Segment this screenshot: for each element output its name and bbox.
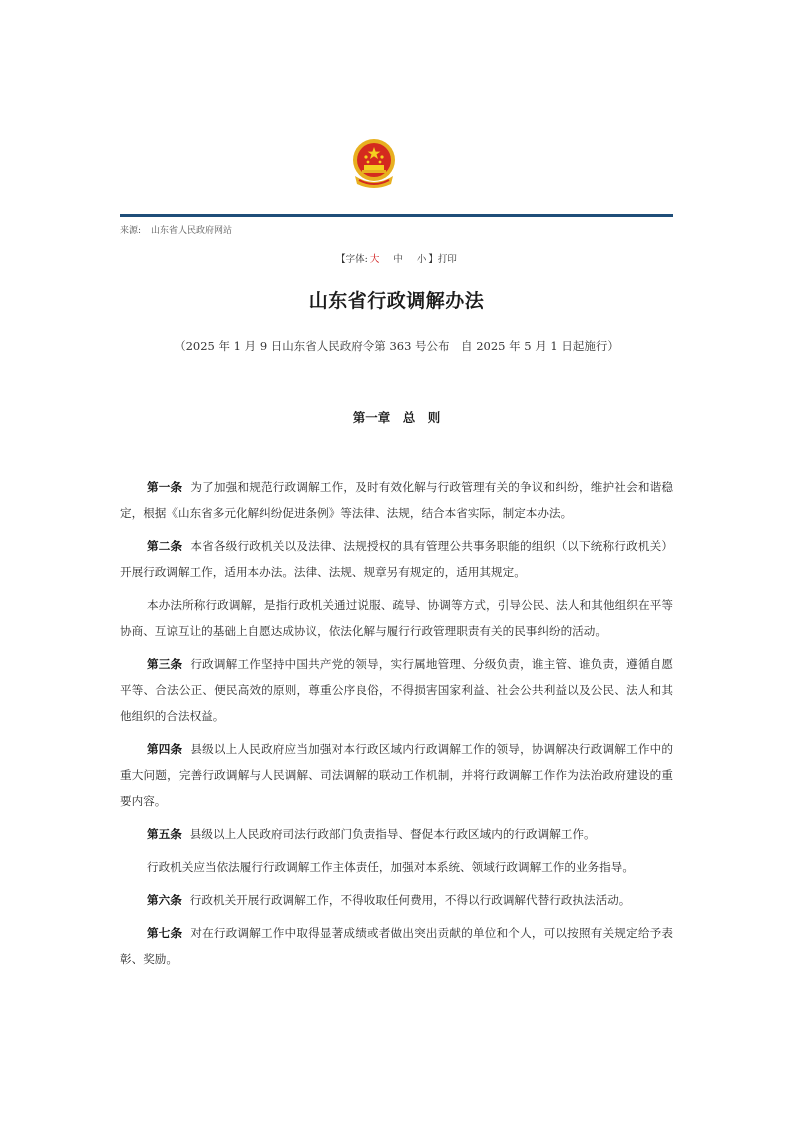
article-text: 县级以上人民政府应当加强对本行政区域内行政调解工作的领导，协调解决行政调解工作中的重大问题，完善行政调解与人民调解、司法调解的联动工作机制，并将行政调解工作作为法治政府建设的重要内容。 (120, 742, 673, 808)
article-text: 本省各级行政机关以及法律、法规授权的具有管理公共事务职能的组织（以下统称行政机关）开展行政调解工作，适用本办法。法律、法规、规章另有规定的，适用其规定。 (120, 539, 673, 579)
article-number: 第一条 (147, 480, 183, 494)
source-label: 来源: (120, 226, 142, 236)
source-line (120, 223, 232, 236)
article-paragraph (120, 736, 673, 814)
article-number: 第七条 (147, 926, 183, 940)
font-controls-suffix: 】 (428, 254, 438, 265)
promulgation-note: （2025 年 1 月 9 日山东省人民政府令第 363 号公布 自 2025 年 5 月 1 日起施行） (174, 339, 619, 353)
article-text: 本办法所称行政调解，是指行政机关通过说服、疏导、协调等方式，引导公民、法人和其他组织在平等协商、互谅互让的基础上自愿达成协议，依法化解与履行行政管理职责有关的民事纠纷的活动。 (120, 598, 673, 638)
page-title: 山东省行政调解办法 (308, 290, 485, 312)
article-paragraph (120, 920, 673, 972)
article-paragraph (120, 821, 673, 847)
article-number: 第二条 (147, 539, 183, 553)
article-text: 为了加强和规范行政调解工作，及时有效化解与行政管理有关的争议和纠纷，维护社会和谐稳定，根据《山东省多元化解纠纷促进条例》等法律、法规，结合本省实际，制定本办法。 (120, 480, 673, 520)
article-number: 第三条 (147, 657, 183, 671)
article-text: 行政调解工作坚持中国共产党的领导，实行属地管理、分级负责，谁主管、谁负责，遵循自愿平等、合法公正、便民高效的原则，尊重公序良俗，不得损害国家利益、社会公共利益以及公民、法人和其他组织的合法权益。 (120, 657, 673, 723)
article-paragraph (120, 474, 673, 526)
article-paragraph (120, 592, 673, 644)
article-text: 对在行政调解工作中取得显著成绩或者做出突出贡献的单位和个人，可以按照有关规定给予表彰、奖励。 (120, 926, 673, 966)
font-size-controls (0, 251, 793, 265)
source-name: 山东省人民政府网站 (151, 226, 233, 236)
font-controls-prefix: 【字体: (336, 254, 368, 265)
font-small-button[interactable]: 小 (416, 254, 427, 265)
chapter-heading: 第一章 总 则 (352, 410, 441, 425)
article-text: 行政机关应当依法履行行政调解工作主体责任，加强对本系统、领域行政调解工作的业务指导。 (147, 860, 634, 874)
font-large-button[interactable]: 大 (369, 254, 380, 265)
header-divider (120, 214, 673, 217)
print-button[interactable]: 打印 (437, 254, 457, 265)
article-paragraph (120, 887, 673, 913)
article-paragraph (120, 854, 673, 880)
article-number: 第六条 (147, 893, 182, 907)
article-number: 第四条 (147, 742, 183, 756)
national-emblem-icon (349, 138, 399, 192)
article-number: 第五条 (147, 827, 182, 841)
font-medium-button[interactable]: 中 (393, 254, 403, 265)
article-paragraph (120, 533, 673, 585)
article-text: 县级以上人民政府司法行政部门负责指导、督促本行政区域内的行政调解工作。 (189, 827, 596, 841)
article-text: 行政机关开展行政调解工作，不得收取任何费用，不得以行政调解代替行政执法活动。 (189, 893, 631, 907)
document-body (120, 474, 673, 979)
article-paragraph (120, 651, 673, 729)
